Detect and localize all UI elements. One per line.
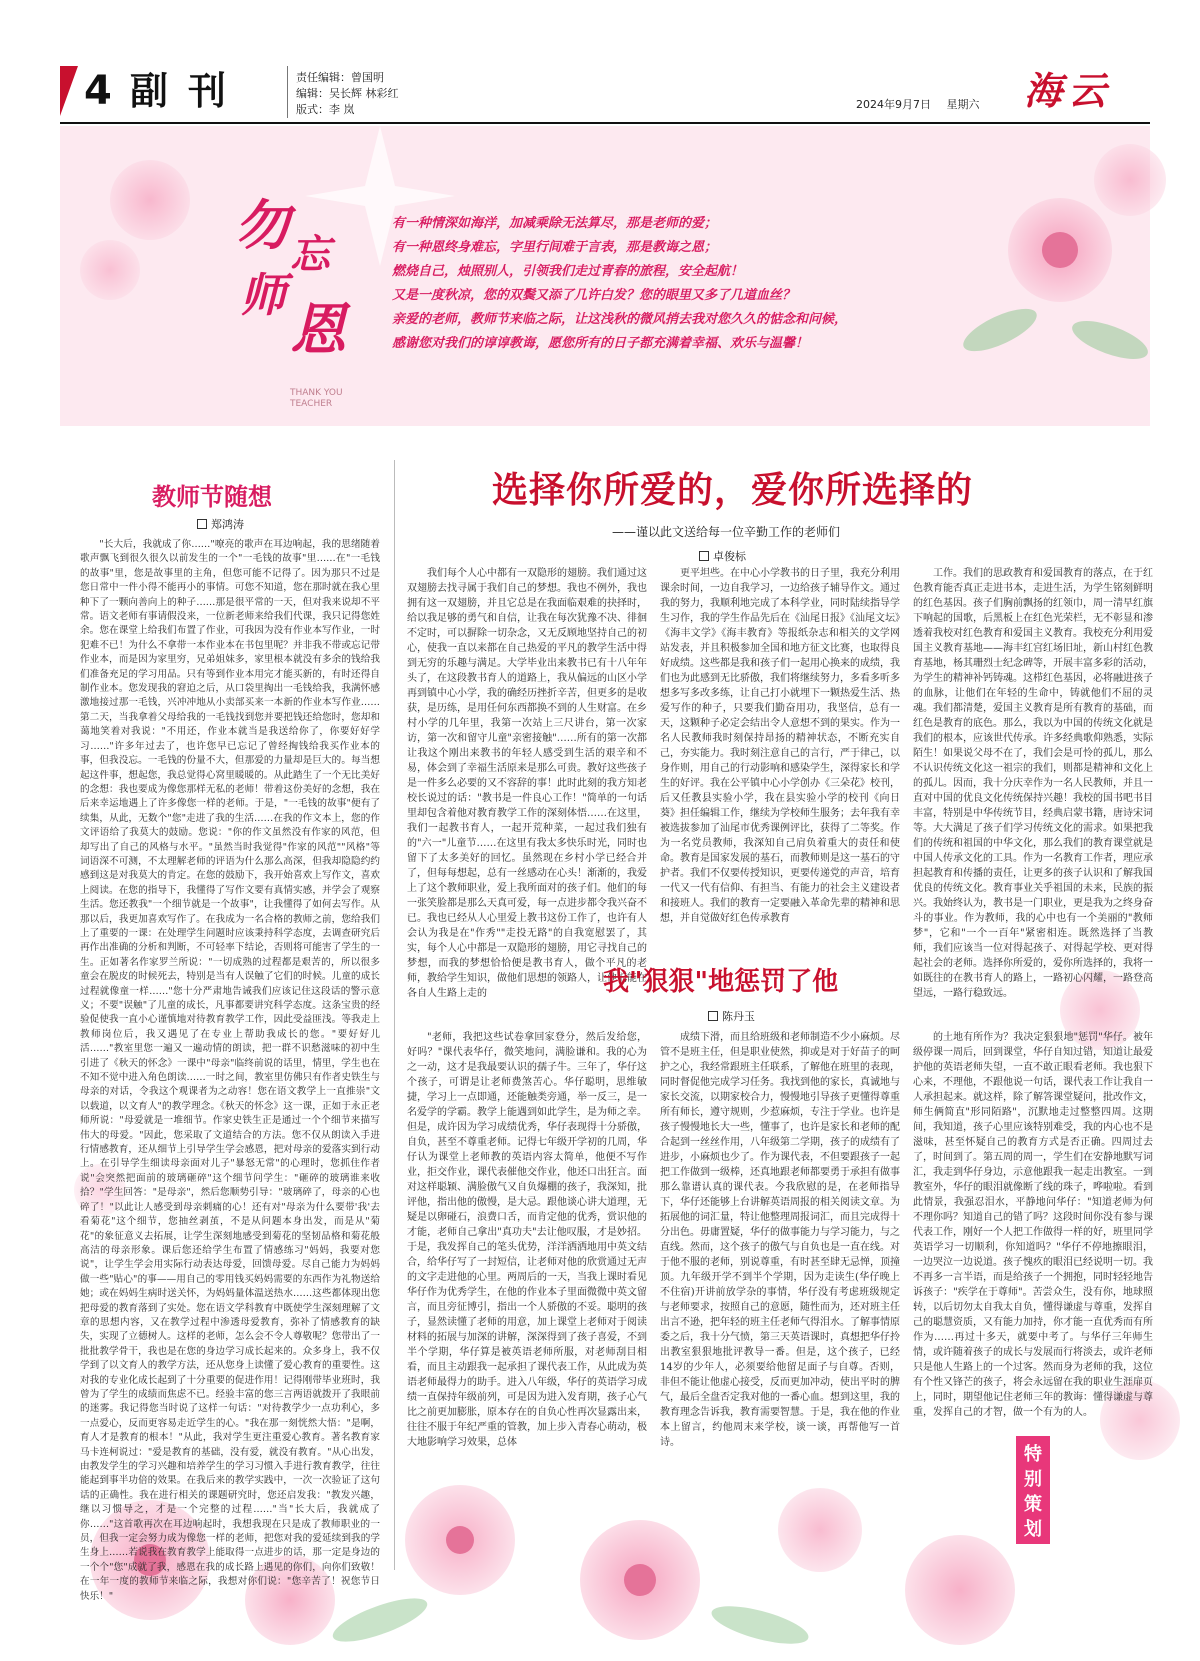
calligraphy-char: 勿 [235, 193, 289, 257]
banner-line: 有一种情深如海洋，加减乘除无法算尽，那是老师的爱； [392, 216, 718, 231]
bottom-article-col3 [913, 1030, 1153, 1430]
masthead-divider [287, 66, 288, 118]
banner-line: 有一种恩终身难忘，字里行间难于言表，那是教诲之恩； [392, 240, 718, 255]
left-article-body [80, 538, 380, 1602]
author-name: 郑鸿涛 [211, 518, 244, 531]
left-article-title: 教师节随想 [152, 482, 272, 511]
masthead-rule [60, 122, 1150, 124]
banner-line: 燃烧自己，烛照别人，引领我们走过青春的旅程，安全起航！ [392, 264, 744, 279]
main-article-col3 [913, 566, 1153, 999]
credit-line: 责任编辑：曾国明 [296, 71, 384, 84]
byline-box-icon [197, 519, 207, 529]
calligraphy-char: 师 [240, 268, 286, 322]
column-divider [394, 460, 395, 1570]
byline-box-icon [699, 551, 709, 561]
article-text: "老师，我把这些试卷拿回家登分，然后发给您，好吗？"课代表华仔，微笑地问，满脸谦和。我的心为之一动，这才是我最要认识的孺子牛。三年了，华仔这个孩子，可谓是让老师费煞苦心。华仔聪明，思维敏捷，学习上一点即通，还能触类旁通，举一反三，是一名爱学的学霸。教学上能遇到如此学生，是为师之幸。但是，成许因为学习成绩优秀，华仔表现得十分骄傲，自负，甚至不尊重老师。记得七年级开学初的几周，华仔认为课堂上老师教的英语内容太简单，他便不写作业，拒交作业，课代表催他交作业，他还口出狂言。面对这样聪颖、满脸傲气又自负爆棚的孩子，我深知，批评他，指出他的傲慢，是大忌。跟他谈心讲大道理，无疑是以卵碰石，浪费口舌，而肯定他的优秀，赏识他的才能，老师自己拿出"真功夫"去让他叹服，才是妙招。于是，我发挥自己的笔头优势，洋洋洒洒地用中英文结合，给华仔写了一封短信，让老师对他的欣赏通过无声的文字走进他的心里。两周后的一天，当我上课时看见华仔作为优秀学生，在他的作业本子里面微微中英文留言，而且旁征博引，指出一个人骄傲的不妥。聪明的孩子，显然读懂了老师的用意，加上课堂上老师对于阅读材料的拓展与加深的讲解，深深得到了孩子喜爱，不到半个学期，华仔算是被英语老师所服，对老师刮目相看，而且主动跟我一起承担了课代表工作，从此成为英语老师最得力的助手。进入八年级，华仔的英语学习成绩一直保持年级前列，可是因为进入发育期，孩子心气比之前更加膨胀，原本存在的自负心性再次显露出来，往往不服于年纪严重的管教，加上步入青春心萌动，极大地影响学习效果，总体 [407, 1032, 647, 1448]
issue-date [856, 98, 992, 112]
bottom-article-title: 我"狠狠"地惩罚了他 [603, 967, 839, 997]
credit-line: 版式：李 岚 [296, 103, 355, 116]
bottom-article-col2 [660, 1030, 900, 1448]
section-name: 副刊 [130, 69, 247, 113]
article-text: "长大后，我就成了你……"嘹亮的歌声在耳边响起，我的思绪随着歌声飘飞到很久很久以前发生的一个"一毛钱的故事"里……在"一毛钱的故事"里，您是故事里的主角，但您可能不记得了。因为那只不过是您日常中一件小得不能再小的事情。可您不知道，您在那时就在我心里种下了一颗向善向上的种子……那是很平常的一天，但对我来说却不平常。语文老师有事请假没来，一位新老师来给我们代课，我只记得您姓余。您在课堂上给我们布置了作业，可我因为没有作业本写作业，一时犯难不已！为什么不拿带一本作业本在书包里呢？并非我不带或忘记带作业本，而是因为家里穷，兄弟姐妹多，家里根本就没有多余的钱给我们准备充足的学习用品。只有等到作业本用完才能买新的，有时还得自制作业本。您发现我的窘迫之后，从口袋里掏出一毛钱给我，我满怀感激地接过那一毛钱，兴冲冲地从小卖部买来一本新的作业本写作业……第二天，当我拿着父母给我的一毛钱找到您并要把钱还给您时，您却和蔼地笑着对我说："不用还，作业本就当是我送给你了，你要好好学习……"许多年过去了，也许您早已忘记了曾经掏钱给我买作业本的事，但我没忘。一毛钱的份量不大，但那爱的力量却是巨大的。每当想起这件事，想起您，我总觉得心窝里暖暖的。从此踏生了一个无比美好的念想：我也要成为像您那样无私的老师！带着这份美好的念想，我在后来幸运地遇上了许多像您一样的老师。于是，"一毛钱的故事"便有了续集，从此，无数个"您"走进了我的生活……在我的作文本上，您的作文评语给了我莫大的鼓励。您说："你的作文虽然没有作家的风范，但却写出了自己的风格与水平。"虽然当时我觉得"作家的风范""风格"等词语深不可测，不太理解老师的评语为什么那么高深，但我却隐隐约约感到这是对我莫大的肯定。在您的鼓励下，我开始喜欢上写作文，喜欢上阅读。在您的指导下，我懂得了写作文要有真情实感，并学会了观察生活。您还教我"一个细节就是一个故事"，让我懂得了如何去写作。从那以后，我更加喜欢写作了。在我成为一名合格的教师之前，您给我们上了重要的一课：在处理学生问题时应该秉持科学态度，去调查研究后再作出准确的分析和判断，不可轻率下结论，否则将可能害了学生的一生。正如著名作家罗兰所说："一切成熟的过程都是艰苦的，所以很多童会在脱皮的时候死去，特别是当有人误触了它们的时候。儿童的成长过程就像童一样……"您十分严肃地告诫我们应该记住这段话的警示意义；不要"误触"了儿童的成长，凡事都要讲究科学态度。这条宝贵的经验促使我一直小心谨慎地对待教育教学工作，因此受益匪浅。等我走上教师岗位后，我又遇见了在专业上帮助我成长的您。"要好好儿活……"教室里您一遍又一遍动情的朗读，把一群不识愁滋味的初中生引进了《秋天的怀念》一课中"母亲"临终前说的话里，情里，学生也在不知不觉中进入角色朗读……一时之间，教室里仿佛只有作者史铁生与母亲的对话，令我这个观课者为之动容！您在语文教学上一直推崇"文以载道，以文育人"的教学理念。《秋天的怀念》这一课，正如于永正老师所说："母爱就是一堆细节。作家史铁生正是通过一个个细节来描写伟大的母爱。"因此，您采取了文道结合的方法。您不仅从朗读入手进行情感教育，还从细节上引导学生学会感恩，把对母亲的爱落实到行动上。在引导学生细读母亲面对儿子"暴怒无常"的心理时，您抓住作者说"会突然把面前的玻璃砸碎"这个细节问学生："砸碎的玻璃谁来收拾？"学生回答："是母亲"，然后您顺势引导："玻璃碎了，母亲的心也碎了！"以此让人感受到母亲刺痛的心！还有对"母亲为什么要带'我'去看菊花"这个细节，您抽丝剥茧，不是从问题本身出发，而是从"菊花"的象征意义去拓展，让学生深刻地感受到菊花的坚韧品格和菊花般高洁的母亲形象。课后您还给学生布置了情感练习"妈妈，我要对您说"，让学生学会用实际行动表达母爱，回馈母爱。尽自己能力为妈妈做一些"贴心"的事——用自己的零用钱买妈妈需要的东西作为礼物送给她；或在妈妈生病时送关怀，为妈妈量体温送热水……这些都体现出您把母爱的教育落到了实处。您在语文学科教育中既使学生深刻理解了文章的思想内容，又在教学过程中渗透母爱教育，弥补了情感教育的缺失，实现了立德树人。这样的老师，怎么会不令人尊敬呢？您带出了一批批教学骨干，我也是在您的身边学习成长起来的。众多身上，我不仅学到了以文育人的教学方法，还从您身上读懂了爱心教育的重要性。这对我的专业化成长起到了十分重要的促进作用！记得刚带毕业班时，我曾为了学生的成绩而焦虑不已。经验丰富的您三言两语就拨开了我眼前的迷雾。我记得您当时说了这样一句话："对待教学少一点功利心，多一点爱心，反而更容易走近学生的心。"我在那一刻恍然大悟："是啊，育人才是教育的根本！"从此，我对学生更注重爱心教育。著名教育家马卡连柯说过："爱是教育的基础，没有爱，就没有教育。"从心出发，由教发学生的学习兴趣和培养学生的学习习惯入手进行教育教学，往往能起到事半功倍的效果。在我后来的教学实践中，一次一次验证了这句话的正确性。我在进行相关的课题研究时，您还启发我："教发兴趣，继以习惯导之，才是一个完整的过程……"当"长大后，我就成了你……"这首歌再次在耳边响起时，我想我现在只是成了教师职业的一员，但我一定会努力成为像您一样的老师，把您对我的爱延续到我的学生身上……若说我在教育教学上能取得一点进步的话，那一定是身边的一个个"您"成就了我，感恩在我的成长路上遇见的你们，向你们致敬！在一年一度的教师节来临之际，我想对你们说："您辛苦了！祝您节日快乐！" [80, 539, 380, 1602]
author-name: 卓俊标 [713, 550, 746, 563]
bottom-article-col1 [407, 1030, 647, 1448]
article-text: 工作。我们的思政教育和爱国教育的落点，在于红色教育能否真正走进书本，走进生活，为学生铭刻鲜明的红色基因。孩子们胸前飘扬的红领巾，周一清早红旗下响起的国歌，后黑板上在红色光荣栏，无不彰显和渗透着我校对红色教育和爱国主义教育。我校充分利用爱国主义教育基地——海丰红宫红场旧址，新山村红色教育基地，杨其珊烈士纪念碑等，开展丰富多彩的活动，为学生的精神补钙铸魂。这栉红色基因，必将融进孩子的血脉，让他们在年轻的生命中，铸就他们不屈的灵魂。我们都清楚，爱国主义教育是所有教育的基础，而红色是教育的底色。那么，我以为中国的传统文化就是我们的根本，应该世代传承。许多经典歌仰熟悉，实际陌生！如果说父母不在了，我们会是可怜的孤儿，那么不认识传统文化这一祖宗的我们，则都是精神和文化上的孤儿。因而，我十分庆幸作为一名人民教师，并且一直对中国的优良文化传统保持兴趣！我校的国书吧书目丰富，特别是中华传统节目，经典启蒙书籍，唐诗宋词等。大大满足了孩子们学习传统文化的需求。如果把我们的传统和祖国的中华文化，那么我们的教育课堂就是中国人传承文化的工具。作为一名教育工作者，理应承担起教育和传播的责任，让更多的孩子认识和了解我国优良的传统文化。教育事业关乎祖国的未来，民族的振兴。我始终认为，教书是一门职业，更是我为之终身奋斗的事业。作为教师，我的心中也有一个美丽的"教师梦"，它和"一个一百年"紧密相连。既然选择了当教师，我们应该当一位对得起孩子、对得起学校、更对得起社会的老师。选择你所爱的，爱你所选择的，我将一如既往的在教书育人的路上，一路初心闪耀，一路登高望远，一路行稳致远。 [913, 568, 1153, 999]
main-article-col2 [660, 566, 900, 942]
credit-line: 编辑：吴长辉 林彩红 [296, 87, 399, 100]
special-feature-badge: 特别策划 [1016, 1436, 1050, 1544]
main-article-subtitle: ——谨以此文送给每一位辛勤工作的老师们 [612, 525, 841, 539]
page-number-block [60, 66, 270, 116]
main-article-col1 [407, 566, 647, 999]
article-text: 的土地有所作为？我决定狠狠地"惩罚"华仔。被年级停课一周后，回到课堂，华仔自知过错，知道让最爱护他的英语老师失望，一直不敢正眼看老师。我也狠下心来，不理他，不跟他说一句话，课代表工作让我自一人承担起来。就这样，除了解答课堂疑问，批改作文，师生俩简直"形同陌路"，沉默地走过整整四周。这期间，我知道，孩子心里应该特别难受，我的内心也不是滋味，甚至怀疑自己的教育方式是否正确。四周过去了，时间到了。第五周的周一，学生们在安静地默写词汇，我走到华仔身边，示意他跟我一起走出教室。一到教室外，华仔的眼泪就像断了线的珠子，哗啦啦。看到此情景，我强忍泪水，平静地问华仔："知道老师为何不理你吗？知道自己的错了吗？这段时间你没有参与课代表工作，刚好一个人把工作做得一样的好，班里同学英语学习一切顺利，你知道吗？"华仔不停地擦眼泪，一边哭泣一边说道。孩子愧疚的眼泪已经说明一切。我不再多一言半语，而是给孩子一个拥抱，同时轻轻地告诉孩子："疾学在于尊师"。苦尝众生，没有你，地球照转，以后切勿太自我太自负，懂得谦虚与尊重，发挥自己的聪慧资质，又有能力加持，你才能一直优秀而有所作为……再过十多天，就要中考了。与华仔三年师生情，或许随着孩子的成长与发展而行将淡去，或许老师只是他人生路上的一个过客。然而身为老师的我，这位有个性又锋芒的孩子，将会永远留在我的职业生涯扉页上，同时，期望他记住老师三年的教诲：懂得谦虚与尊重，发挥自己的才智，做一个有为的人。 [913, 1032, 1153, 1418]
banner-line: 又是一度秋凉，您的双鬓又添了几许白发？您的眼里又多了几道血丝？ [392, 288, 796, 303]
article-text: 更平坦些。在中心小学教书的日子里，我充分利用课余时间，一边自我学习，一边给孩子辅导作文。通过我的努力，我顺利地完成了本科学业，同时陆续指导学生习作，我的学生作品先后在《汕尾日报》《汕尾文坛》《海丰文学》《海丰教育》等报纸杂志和相关的文学网站发表，并且积极参加全国和地方征文比赛，也取得良好成绩。这些都是我和孩子们一起用心换来的成绩，我们也为此感到无比骄傲，我们将继续努力，多看多听多想多写多改多练，让自己打小就埋下一颗热爱生活、热爱写作的种子，只要我们勤奋用功，我坚信，总有一天，这颗种子必定会结出令人意想不到的果实。作为一名人民教师我时刻保持昂扬的精神状态，不断充实自己，夯实能力。我时刻注意自己的言行，严于律己，以身作则，用自己的行动影响和感染学生，深得家长和学生的好评。我在公平镇中心小学创办《三朵花》校刊，后又任教县实验小学，我在县实验小学的校刊《向日葵》担任编辑工作，继续为学校师生服务；去年我有幸被选拔参加了汕尾市优秀课例评比，获得了二等奖。作为一名党员教师，我深知自己肩负着重大的责任和使命。教育是国家发展的基石，而教师则是这一基石的守护者。我们不仅要传授知识，更要传递党的声音，培育一代又一代有信仰、有担当、有能力的社会主义建设者和接班人。我们的教育一定要融入革命先辈的精神和思想，并自觉做好红色传承教育 [660, 568, 900, 924]
calligraphy-char: 恩 [290, 297, 346, 363]
main-article-byline [699, 550, 746, 564]
calligraphy-title [235, 195, 355, 395]
article-text: 我们每个人心中都有一双隐形的翅膀。我们通过这双翅膀去找寻属于我们自己的梦想。我也不例外，我也拥有这一双翅膀，并且它总是在我面临艰难的抉择时，给以我足够的勇气和自信，让我在每次犹豫不决、徘徊不定时，可以摒除一切杂念，又无反顾地坚持自己的初心，使我一直以来都在自己热爱的平凡的教学生活中得到无穷的乐趣与满足。大学毕业出来教书已有十八年年头了，在这段教书育人的道路上，我从偏远的山区小学再到镇中心小学，我的确经历挫折辛苦，但更多的是收获，是历练，是用任何东西都换不到的人生财富。在乡村小学的几年里，我第一次站上三尺讲台，第一次家访，第一次和留守儿童"亲密接触"……所有的第一次都让我这个刚出来教书的年轻人感受到生活的艰辛和不易，体会到了幸福生活原来是那么可贵。教好这些孩子是一件多么必要的又不容辞的事！此时此刻的我方知老校长说过的话："教书是一件良心工作！"简单的一句话里却包含着他对教育教学工作的深刻体悟……在这里，我们一起教书育人，一起开荒种菜，一起过我们独有的"六一"儿童节……在这里有我太多快乐时光，同时也留下了太多美好的回忆。虽然现在乡村小学已经合并了，但每每想起，总有一丝感动在心头！渐渐的，我爱上了这个教师职业，爱上我所面对的孩子们。他们的每一张笑脸都是那么天真可爱，每一点进步都令我兴奋不已。我也已经从人心里爱上教书这份工作了，也许有人会认为我是在"作秀""走投无路"的自我宽慰罢了，其实，每个人心中都是一双隐形的翅膀，用它寻找自己的梦想，而我的梦想恰恰便是教书育人，做个平凡的老师，教给学生知识，做他们思想的领路人，让他们能在各自人生路上走的 [407, 568, 647, 999]
thank-you-text: THANK YOU TEACHER [290, 388, 343, 409]
banner-poem [392, 212, 952, 356]
masthead-logo: 海云 [1024, 68, 1113, 113]
editor-credits [296, 70, 399, 118]
author-name: 陈丹玉 [722, 1010, 755, 1023]
main-article-title: 选择你所爱的，爱你所选择的 [492, 469, 974, 511]
bottom-article-byline [708, 1010, 755, 1024]
calligraphy-char: 忘 [290, 231, 330, 278]
article-text: 成绩下滑，而且给班级和老师制造不少小麻烦。尽管不是班主任，但是职业使然，抑或是对于好苗子的呵护之心，我经常跟班主任联系，了解他在班里的表现，同时督促他完成学习任务。我找到他的家长，真诚地与家长交流，以期家校合力，慢慢地引导孩子更懂得尊重所有师长，遵守规则，少惹麻烦，专注于学业。也许是孩子慢慢地长大一些，懂事了，也许是家长和老师的配合起到一丝丝作用，八年级第二学期，孩子的成绩有了进步，小麻烦也少了。作为课代表，不但要跟孩子一起把工作做到一级棒，还真地跟老师都要勇于承担有做事那么靠谱认真的课代表。今我欣慰的是，在老师指导下，华仔还能够上台讲解英语周报的相关阅读文章。为拓展他的词汇量，特让他整理周报词汇，而且完成得十分出色。毋庸置疑，华仔的做事能力与学习能力，与之直线。然而，这个孩子的傲气与自负也是一直在线。对于他不服的老师，别说尊重，有时甚至肆无忌惮，顶撞顶。九年级开学不到半个学期，因为走读生(华仔晚上不住宿)开讲前放学杂的事情，华仔没有考虑班级规定与老师要求，按照自己的意愿，随性而为，还对班主任出言不逊，把年轻的班主任老师气得泪水。了解事情原委之后，我十分气愤，第三天英语课时，真想把华仔拎出教室狠狠地批评教导一番。但是，这个孩子，已经14岁的少年人，必须要给他留足面子与自尊。否则，非但不能让他虚心接受，反而更加冲动，使出平时的脾气，最后全盘否定我对他的一番心血。想到这里，我的教育理念告诉我，教育需要智慧。于是，我在他的作业本上留言，约他周末来学校，谈一谈，再帮他写一首诗。 [660, 1032, 900, 1448]
date-text: 2024年9月7日 [856, 98, 931, 111]
weekday-text: 星期六 [946, 98, 980, 111]
byline-box-icon [708, 1011, 718, 1021]
page-number: 4 [84, 68, 112, 114]
banner-line: 亲爱的老师，教师节来临之际，让这浅秋的微风捎去我对您久久的惦念和问候， [392, 312, 848, 327]
banner-line: 感谢您对我们的谆谆教诲，愿您所有的日子都充满着幸福、欢乐与温馨！ [392, 336, 809, 351]
left-article-byline [197, 518, 244, 532]
red-wedge [60, 66, 78, 116]
